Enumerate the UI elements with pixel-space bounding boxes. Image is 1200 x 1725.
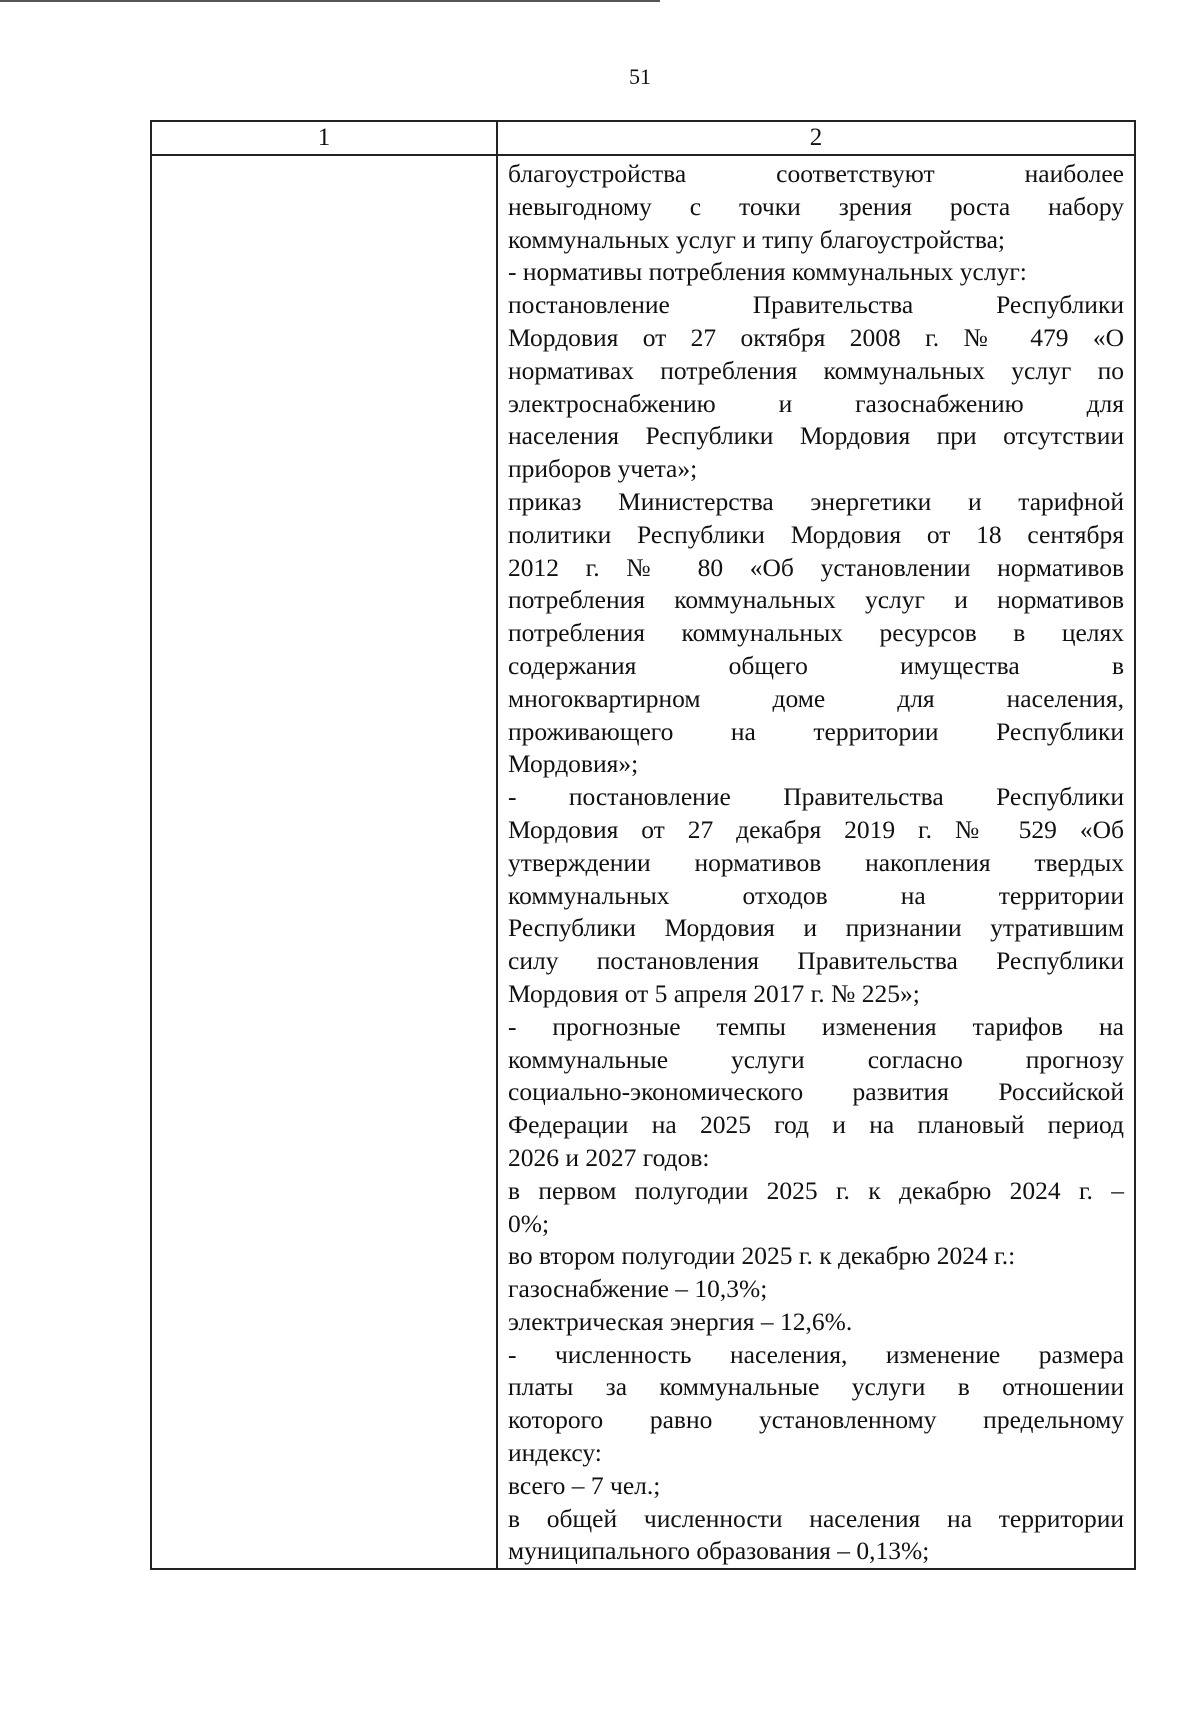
text-line: населения Республики Мордовия при отсутствии [508,421,1124,451]
column-2-cell [497,155,1135,1569]
text-line: во втором полугодии 2025 г. к декабрю 2024 г.: [508,1241,1016,1271]
text-line: Мордовия»; [508,749,639,779]
text-line: потребления коммунальных услуг и нормативов [508,585,1124,615]
text-line: в первом полугодии 2025 г. к декабрю 2024 г. – [508,1175,1124,1205]
column-header-1: 1 [151,121,497,155]
text-line: многоквартирном доме для населения, [508,683,1124,713]
text-line: коммунальных отходов на территории [508,880,1124,910]
text-line: которого равно установленному предельному [508,1405,1124,1435]
text-line: Мордовия от 5 апреля 2017 г. № 225»; [508,978,920,1008]
text-line: Мордовия от 27 декабря 2019 г. № 529 «Об [508,814,1124,844]
text-line: постановление Правительства Республики [508,290,1124,320]
text-line: коммунальные услуги согласно прогнозу [508,1044,1124,1074]
text-line: силу постановления Правительства Республики [508,946,1124,976]
column-2-text [498,156,1134,1568]
text-line: всего – 7 чел.; [508,1470,661,1500]
text-line: индексу: [508,1438,602,1468]
text-line: платы за коммунальные услуги в отношении [508,1372,1124,1402]
text-line: социально-экономического развития Российской [508,1077,1124,1107]
document-table [150,120,1136,1570]
text-line: проживающего на территории Республики [508,716,1124,746]
text-line: Республики Мордовия и признании утратившим [508,913,1124,943]
text-line: утверждении нормативов накопления твердых [508,847,1124,877]
text-line: Федерации на 2025 год и на плановый период [508,1110,1124,1140]
text-line: - нормативы потребления коммунальных услуг: [508,257,1027,287]
text-line: - прогнозные темпы изменения тарифов на [508,1011,1124,1041]
text-line: невыгодному с точки зрения роста набору [508,191,1124,221]
text-line: коммунальных услуг и типу благоустройства; [508,224,1006,254]
text-line: - численность населения, изменение размера [508,1339,1124,1369]
top-edge-rule [0,0,660,2]
text-line: содержания общего имущества в [508,650,1124,680]
table-row [151,155,1135,1569]
text-line: в общей численности населения на территории [508,1503,1124,1533]
text-line: электрическая энергия – 12,6%. [508,1306,853,1336]
text-line: приборов учета»; [508,454,698,484]
text-line: 2012 г. № 80 «Об установлении нормативов [508,552,1124,582]
text-line: 0%; [508,1208,550,1238]
text-line: газоснабжение – 10,3%; [508,1274,768,1304]
text-line: электроснабжению и газоснабжению для [508,388,1124,418]
text-line: потребления коммунальных ресурсов в целях [508,618,1124,648]
text-line: - постановление Правительства Республики [508,782,1124,812]
text-line: 2026 и 2027 годов: [508,1142,710,1172]
text-line: приказ Министерства энергетики и тарифной [508,486,1124,516]
text-line: нормативах потребления коммунальных услуг по [508,355,1124,385]
text-line: благоустройства соответствуют наиболее [508,159,1124,188]
column-1-cell [151,155,497,1569]
table-header-row [151,121,1135,155]
text-line: Мордовия от 27 октября 2008 г. № 479 «О [508,322,1124,352]
text-line: политики Республики Мордовия от 18 сентября [508,519,1124,549]
column-header-2: 2 [497,121,1135,155]
page-number: 51 [629,64,651,89]
text-line: муниципального образования – 0,13%; [508,1536,930,1566]
